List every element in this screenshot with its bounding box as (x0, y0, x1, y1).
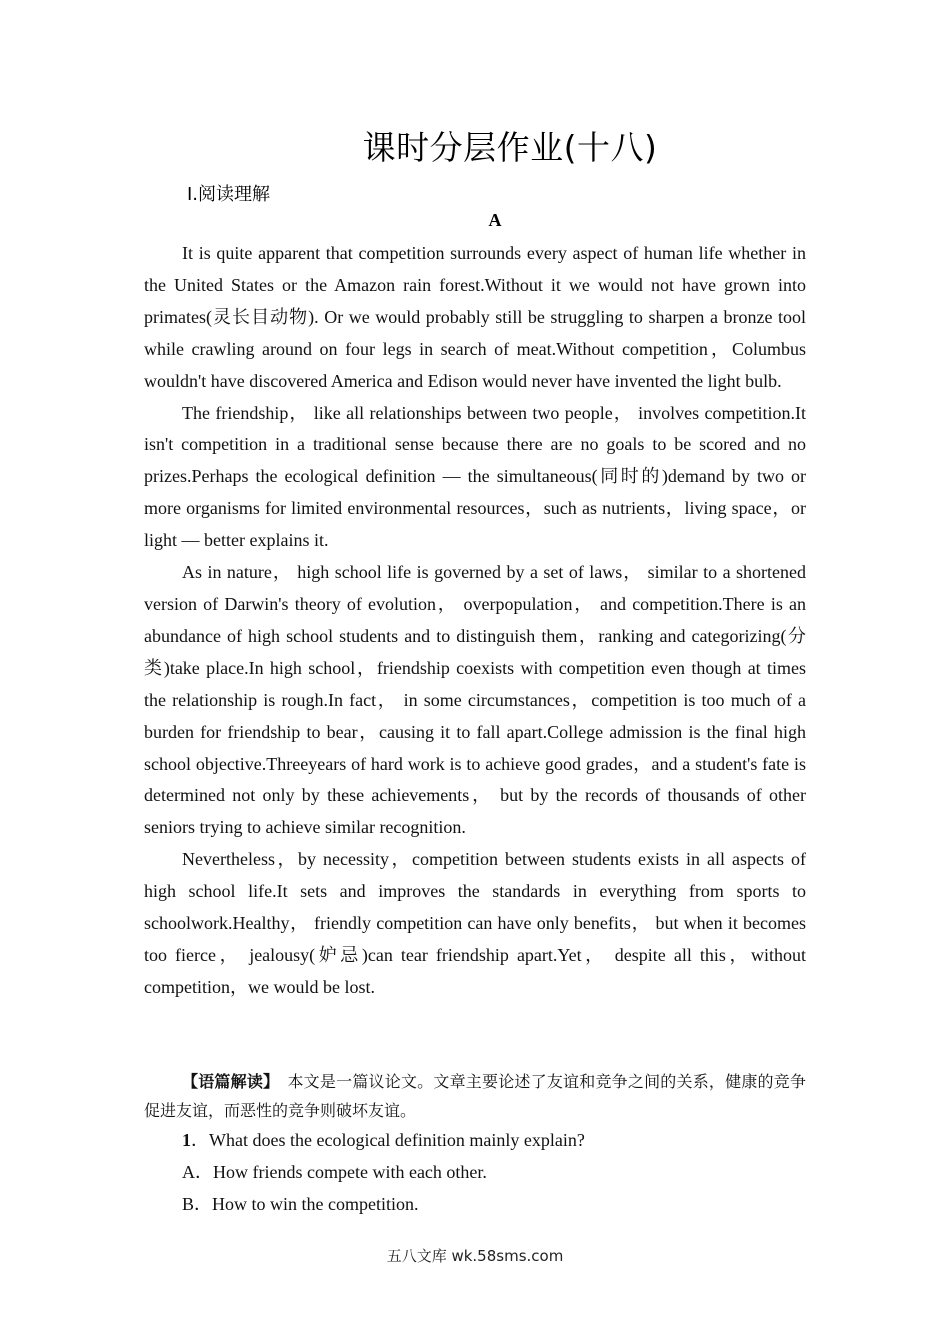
question-stem (182, 1126, 585, 1152)
paragraph: As in nature， high school life is governed by a set of laws， similar to a shortened version of Darwin's theory of evolution， overpopulation， and competition.There is an abundance of high school students and to distinguish them，ranking and categorizing(分类)take place.In high school，friendship coexists with competition even though at times the relationship is rough.In fact， in some circumstances，competition is too much of a burden for friendship to bear，causing it to fall apart.College admission is the final high school objective.Threeyears of hard work is to achieve good grades，and a student's fate is determined not only by these achievements， but by the records of thousands of other seniors trying to achieve similar recognition. (144, 562, 806, 838)
question-number: 1 (182, 1130, 191, 1150)
paragraph: The friendship， like all relationships between two people， involves competition.It isn't competition in a traditional sense because there are no goals to be scored and no prizes.Perhaps the ecological definition — the simultaneous(同时的)demand by two or more organisms for limited environmental resources，such as nutrients，living space，or light — better explains it. (144, 402, 806, 551)
footer-watermark: 五八文库 wk.58sms.com (386, 1247, 564, 1265)
option-a: A．How friends compete with each other. (182, 1162, 487, 1182)
question-text: ．What does the ecological definition mainly explain? (191, 1130, 585, 1150)
paragraph: Nevertheless，by necessity，competition between students exists in all aspects of high school life.It sets and improves the standards in everything from sports to schoolwork.Healthy， friendly competition can have only benefits， but when it becomes too fierce， jealousy(妒忌)can tear friendship apart.Yet， despite all this，without competition，we would be lost. (144, 849, 806, 997)
analysis-tag: 【语篇解读】 (182, 1072, 272, 1091)
passage-body (144, 238, 806, 1004)
passage-label: A (488, 210, 502, 230)
page-title: 课时分层作业(十八) (362, 128, 658, 167)
option-b: B．How to win the competition. (182, 1194, 419, 1214)
section-heading: Ⅰ.阅读理解 (187, 184, 271, 205)
paragraph: It is quite apparent that competition surrounds every aspect of human life whether in the United States or the Amazon rain forest.Without it we would not have grown into primates(灵长目动物). Or we would probably still be struggling to sharpen a bronze tool while crawling around on four legs in search of meat.Without competition，Columbus wouldn't have discovered America and Edison would never have invented the light bulb. (144, 243, 806, 391)
analysis-text: 本文是一篇议论文。文章主要论述了友谊和竞争之间的关系，健康的竞争促进友谊，而恶性的竞争则破坏友谊。 (144, 1072, 806, 1120)
passage-analysis (144, 1067, 806, 1125)
